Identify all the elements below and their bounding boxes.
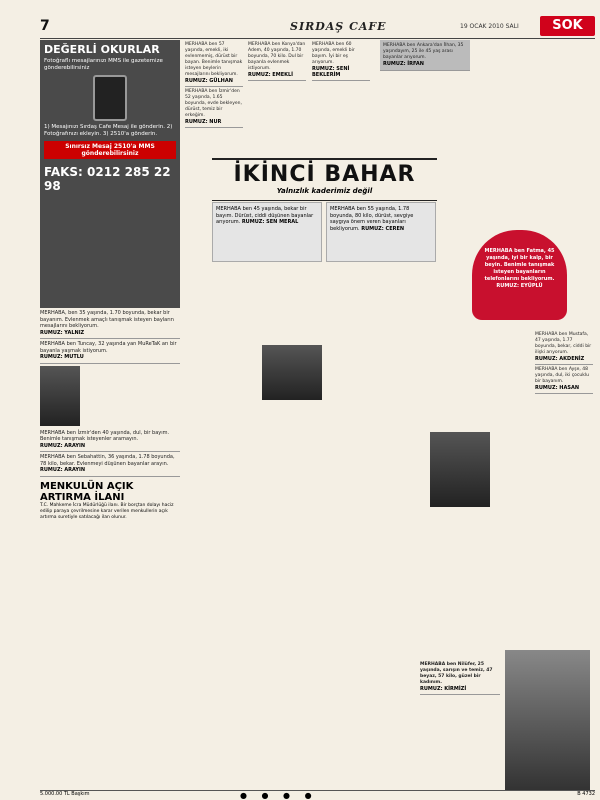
list-item: MERHABA ben Konya'dan Adem, 40 yaşında, 1.70 boyunda, 70 kilo. Dul bir bayanla evlenmek istiyorum. RUMUZ: EMEKLİ bbox=[248, 40, 306, 81]
feature-subtitle: Yalnızlık kaderimiz değil bbox=[276, 187, 373, 195]
promo-subheading: Fotoğraflı mesajlarınızı MMS ile gazetemize gönderebilirsiniz bbox=[44, 58, 163, 71]
footer-left: 5.000.00 TL Başkım bbox=[40, 791, 90, 797]
promo-heading: DEĞERLİ OKURLAR bbox=[44, 43, 160, 56]
footer-right: B 4732 bbox=[577, 791, 595, 797]
ads-column-3 bbox=[312, 40, 370, 81]
feature-banner bbox=[212, 158, 437, 201]
page-date: 19 OCAK 2010 SALI bbox=[460, 23, 519, 30]
mms-promo-box bbox=[40, 40, 180, 308]
left-column bbox=[40, 40, 180, 790]
auction-notice bbox=[40, 481, 180, 521]
fax-label: FAKS: bbox=[44, 165, 83, 179]
phone-icon bbox=[93, 75, 127, 121]
list-item: MERHABA ben İzmir'den 52 yaşında, 1.65 boyunda, evde bekleyen, dürüst, temiz bir erkeğim. RUMUZ: NUR bbox=[185, 87, 243, 128]
page-number: 7 bbox=[40, 18, 50, 34]
list-item: MERHABA ben 57 yaşında, emekli, iki evlenmemiş, dürüst bir bayan. Benimle tanışmak isteyen beylerin mesajlarını bekliyorum. RUMUZ: GÜLHAN bbox=[185, 40, 243, 87]
ads-column-4 bbox=[380, 40, 470, 71]
ads-column-2 bbox=[248, 40, 306, 81]
sok-logo: SOK bbox=[540, 16, 595, 36]
list-item: MERHABA ben Nilüfer, 25 yaşında, sarışın ve temiz, 47 beyaz, 57 kilo, güzel bir kadınım. RUMUZ: KİRMİZİ bbox=[420, 660, 500, 695]
promo-steps: 1) Mesajınızı Sırdaş Cafe Mesaj ile gönderin. 2) Fotoğrafınızı ekleyin. 3) 2510'a gönderin. bbox=[44, 124, 173, 137]
person-photo bbox=[430, 432, 490, 507]
registration-marks: ● ● ● ● bbox=[240, 791, 318, 800]
list-item: MERHABA ben Sebahattin, 36 yaşında, 1.78 boyunda, 78 kilo, bekar. Evlenmeyi düşünen bayanlar arayın. RUMUZ: ARAYIN bbox=[40, 452, 180, 477]
ads-column-6 bbox=[535, 330, 593, 394]
auction-body: T.C. Mahkeme İcra Müdürlüğü ilanı. Bir borçtan dolayı haciz edilip paraya çevrilmesine karar verilen menkullerin açık artırma suretiyle satılacağı ilan olunur. bbox=[40, 502, 174, 520]
highlighted-ad: MERHABA ben 55 yaşında, 1.78 boyunda, 80 kilo, dürüst, sevgiye saygıya önem veren bayanları bekliyorum. RUMUZ: CEREN bbox=[326, 202, 436, 262]
page-header bbox=[40, 18, 595, 39]
page-title: SIRDAŞ CAFE bbox=[290, 20, 387, 33]
ads-column-5 bbox=[420, 660, 500, 695]
person-photo bbox=[40, 366, 80, 426]
heart-box: MERHABA ben Fatma, 45 yaşında, iyi bir kalp, bir beyin. Benimle tanışmak isteyen bayanların telefonlarını bekliyorum. RUMUZ: EYÜPLÜ bbox=[472, 230, 567, 320]
fax-number: 0212 285 22 98 bbox=[44, 165, 171, 193]
page-footer bbox=[40, 790, 595, 799]
ads-column-1 bbox=[185, 40, 243, 128]
list-item: MERHABA ben Ankara'dan İlhan, 35 yaşındayım, 25 ile 45 yaş arası bayanlar arıyorum. RUMUZ: İRFAN bbox=[380, 40, 470, 71]
feature-title: İKİNCİ BAHAR bbox=[233, 162, 416, 187]
list-item: MERHABA ben Tuncay, 32 yaşında yan MuReTaK arı bir bayanla yaşmak istiyorum. RUMUZ: MUTLU bbox=[40, 339, 180, 364]
promo-banner: Sınırsız Mesaj 2510'a MMS gönderebilirsiniz bbox=[44, 141, 176, 159]
list-item: MERHABA ben İzmir'den 40 yaşında, dul, bir bayım. Benimle tanışmak isteyenler aramayın. RUMUZ: ARAYIN bbox=[40, 428, 180, 453]
list-item: MERHABA ben Ayşe, 48 yaşında, dul, iki çocuklu bir bayanım. RUMUZ: HASAN bbox=[535, 365, 593, 394]
auction-title: MENKULÜN AÇIK ARTIRMA İLANI bbox=[40, 480, 134, 503]
fax-line bbox=[44, 165, 176, 193]
list-item: MERHABA ben Mustafa, 47 yaşında, 1.77 boyunda, bekar, ciddi bir ilişki arıyorum. RUMUZ: AKDENİZ bbox=[535, 330, 593, 365]
person-photo bbox=[262, 345, 322, 400]
dancer-silhouette-image bbox=[505, 650, 590, 790]
list-item: MERHABA ben 60 yaşında, emekli bir bayım. İyi bir eş arıyorum. RUMUZ: SENİ BEKLERİM bbox=[312, 40, 370, 81]
highlighted-ad: MERHABA ben 45 yaşında, bekar bir bayım. Dürüst, ciddi düşünen bayanlar arıyorum. RUMUZ: SEN MERAL bbox=[212, 202, 322, 262]
list-item: MERHABA, ben 35 yaşında, 1.70 boyunda, bekar bir bayanım. Evlenmek amaçlı tanışmak isteyen bayların mesajlarını bekliyorum. RUMUZ: YALNIZ bbox=[40, 308, 180, 339]
